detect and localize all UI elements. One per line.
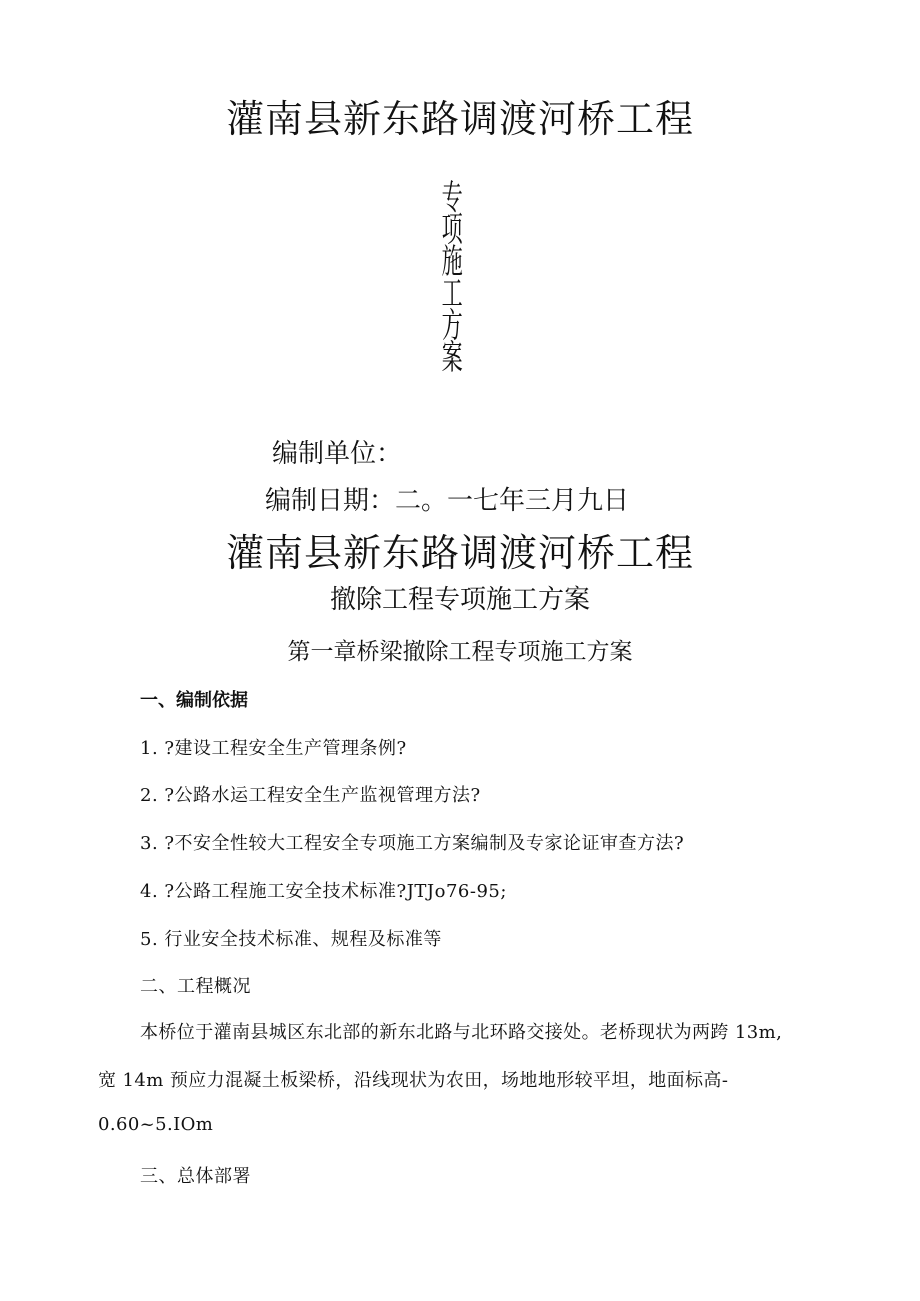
overview-paragraph-line: 0.60~5.IOm (98, 1114, 214, 1135)
cover-vertical-title: 专项施工方案 (437, 179, 463, 371)
basis-item: 4. ?公路工程施工安全技术标准?JTJo76-95; (140, 881, 507, 902)
basis-item: 1. ?建设工程安全生产管理条例? (140, 738, 407, 759)
basis-item: 3. ?不安全性较大工程安全专项施工方案编制及专家论证审查方法? (140, 833, 685, 854)
basis-item: 5. 行业安全技术标准、规程及标准等 (140, 929, 442, 950)
section-heading-basis: 一、编制依据 (140, 690, 248, 711)
overview-paragraph-line: 宽 14m 预应力混凝土板梁桥，沿线现状为农田，场地地形较平坦，地面标高- (98, 1070, 729, 1091)
section-heading-overview: 二、工程概况 (140, 976, 251, 997)
overview-paragraph-line: 本桥位于灌南县城区东北部的新东北路与北环路交接处。老桥现状为两跨 13m, (140, 1022, 783, 1043)
cover-title: 灌南县新东路调渡河桥工程 (225, 97, 694, 141)
compiler-label: 编制单位： (272, 439, 403, 469)
chapter-title: 第一章桥梁撤除工程专项施工方案 (287, 639, 633, 665)
section-heading-deployment: 三、总体部署 (140, 1166, 251, 1187)
document-subtitle: 撤除工程专项施工方案 (329, 585, 590, 615)
document-title: 灌南县新东路调渡河桥工程 (225, 531, 694, 575)
compile-date: 编制日期：二。一七年三月九日 (265, 486, 630, 516)
basis-item: 2. ?公路水运工程安全生产监视管理方法? (140, 785, 481, 806)
